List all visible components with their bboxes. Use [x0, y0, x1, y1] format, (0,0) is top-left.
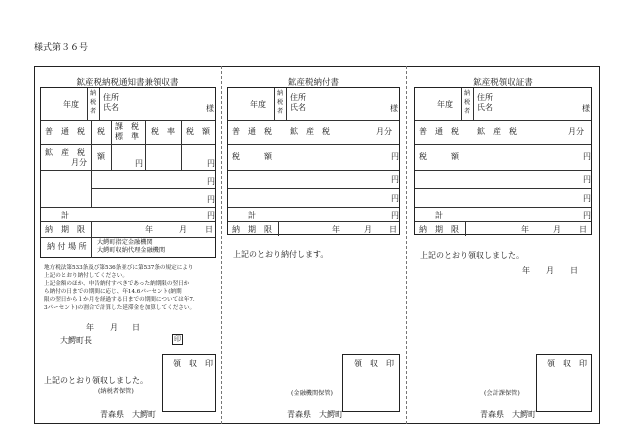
payment-place-label: 納 付 場 所 — [47, 242, 87, 251]
mayor-seal: 印 — [174, 335, 181, 343]
panel3-table: 年度 納 税 者 住所 氏名 様 普 通 税 鉱 産 税 月分 税 額 円 円 円 計 円 納 期 限 年 月 日 — [414, 87, 592, 235]
panel1-receipt-seal-box: 領 収 印 — [162, 354, 216, 412]
panel3-receipt-seal-box: 領 収 印 — [536, 354, 592, 412]
panel2-table: 年度 納 税 者 住所 氏名 様 普 通 税 鉱 産 税 月分 税 額 円 円 円 計 円 納 期 限 年 月 日 — [227, 87, 400, 235]
panel-notice-receipt: 鉱産税納税通知書兼領収書 年度 納 税 者 住所 氏名 様 普 通 税 税 課 税 標 準 税 率 税 額 鉱 産 税 月分 額 円 円 円 円 計 円 納 期 限 年 月 日 納 付 場 所 大鰐町指定金融機関 大鰐町収納代理金融機関 地方税法第533条及び第536条並びに第537条の規定により 上記のとおり納付してください。 上記金額のほか、申告納付すべきであった納期限の翌日か ら納付の日までの期間に応じ、年14.6パーセント(納期 限の翌日から１か月を経過する日までの期間については年7. 3パーセント)の割合で計算した延滞金を加算してください。 年 月 日 大鰐町長 印 領 収 印 上記のとおり領収しました。 (納税者保管) 青森県 大鰐町 — [34, 66, 221, 424]
panel2-statement: 上記のとおり納付します。 — [233, 250, 329, 259]
panel1-notes: 地方税法第533条及び第536条並びに第537条の規定により 上記のとおり納付してください。 上記金額のほか、申告納付すべきであった納期限の翌日か ら納付の日までの期間に応じ、年14.6パーセント(納期 限の翌日から１か月を経過する日までの期間については年7. 3パーセント)の割合で計算した延滞金を加算してください。 — [44, 265, 196, 311]
panel-payment-slip: 鉱産税納付書 年度 納 税 者 住所 氏名 様 普 通 税 鉱 産 税 月分 税 額 円 円 円 計 円 納 期 限 年 月 日 上記のとおり納付します。 領 収 印 (金融機関保管) 青森県 大鰐町 — [221, 66, 406, 424]
panel3-footer: 青森県 大鰐町 — [480, 410, 536, 419]
mayor-label: 大鰐町長 — [60, 336, 92, 345]
panel1-title: 鉱産税納税通知書兼領収書 — [76, 78, 179, 88]
panel2-footer: 青森県 大鰐町 — [287, 410, 343, 419]
panel2-receipt-seal-box: 領 収 印 — [342, 354, 400, 412]
panel1-table: 年度 納 税 者 住所 氏名 様 普 通 税 税 課 税 標 準 税 率 税 額 鉱 産 税 月分 額 円 円 円 円 計 円 納 期 限 年 月 日 納 付 場 所 大鰐町指定金融機関 大鰐町収納代理金融機関 — [40, 87, 216, 258]
panel3-title: 鉱産税領収証書 — [473, 78, 533, 88]
panel2-title: 鉱産税納付書 — [287, 78, 339, 88]
panel3-statement: 上記のとおり領収しました。 — [420, 251, 524, 260]
panel-receipt-certificate: 鉱産税領収証書 年度 納 税 者 住所 氏名 様 普 通 税 鉱 産 税 月分 税 額 円 円 円 計 円 納 期 限 年 月 日 上記のとおり領収しました。 年 月 日 領 収 印 (会計課保管) 青森県 大鰐町 — [406, 66, 600, 424]
panel1-footer: 青森県 大鰐町 — [100, 410, 156, 419]
form-number: 様式第３６号 — [34, 43, 89, 53]
